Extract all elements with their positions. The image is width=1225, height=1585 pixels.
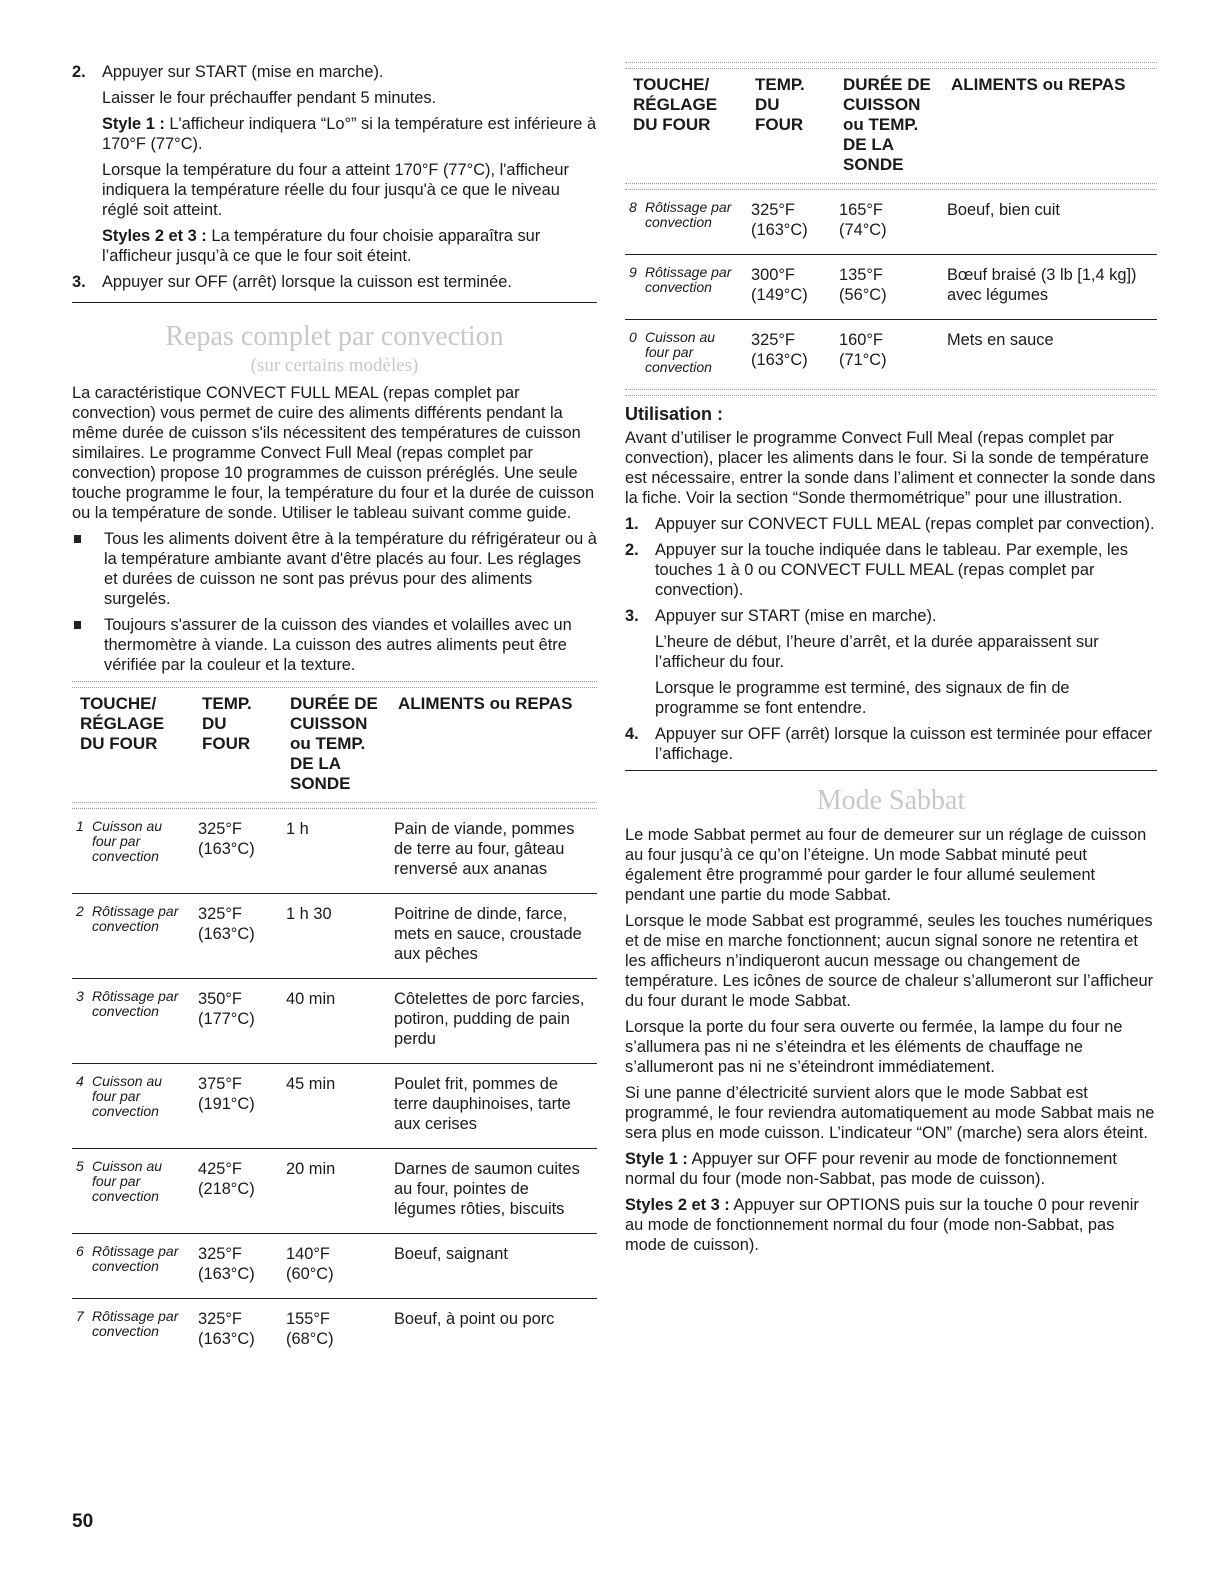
cooking-mode: Rôtissage par convection [645,264,732,295]
header-duration: DURÉE DE CUISSON ou TEMP. DE LA SONDE [843,75,931,174]
divider [625,770,1157,771]
duration-celsius: (74°C) [839,221,887,239]
sabbat-paragraph-2: Lorsque le mode Sabbat est programmé, seules les touches numériques et de mise en marche fonctionnent; aucun signal sonore ne retentira et les afficheurs n’indiqueront aucun message ou changement de température. Les icônes de source de chaleur s’allumeront sur l’afficheur du four durant le mode Sabbat. [625,912,1154,1010]
table-top-rule [625,62,1157,69]
food-cell: Poitrine de dinde, farce, mets en sauce, croustade aux pêches [390,894,597,979]
food-cell: Darnes de saumon cuites au four, pointes de légumes rôties, biscuits [390,1149,597,1234]
temp-celsius: (163°C) [198,1330,255,1348]
table-row [72,809,597,894]
cooking-mode: Cuisson au four par convection [92,818,163,864]
key-number: 1 [76,818,84,834]
step-number: 4. [625,725,639,743]
section-subtitle: (sur certains modèles) [250,355,419,376]
duration-cell [835,190,943,255]
key-number: 4 [76,1073,84,1089]
step-text: Lorsque le programme est terminé, des signaux de fin de programme se font entendre. [655,679,1070,717]
table-row [72,1149,597,1234]
utilisation-title: Utilisation : [625,404,723,424]
step-text: Appuyer sur OFF (arrêt) lorsque la cuisson est terminée pour effacer l’affichage. [655,725,1153,763]
key-number: 5 [76,1158,84,1174]
duration-cell [282,809,390,894]
header-food: ALIMENTS ou REPAS [398,694,573,713]
step-text: L’heure de début, l’heure d’arrêt, et la durée apparaissent sur l’afficheur du four. [655,633,1099,671]
duration-value: 155°F [286,1310,330,1328]
table-row [72,894,597,979]
sabbat-style1: Style 1 : Appuyer sur OFF pour revenir au mode de fonctionnement normal du four (mode non-Sabbat, pas mode de cuisson). [625,1150,1117,1188]
food-cell: Poulet frit, pommes de terre dauphinoises, tarte aux cerises [390,1064,597,1149]
temp-cell [194,979,282,1064]
convection-table-left [72,688,597,1363]
intro-paragraph: La caractéristique CONVECT FULL MEAL (repas complet par convection) vous permet de cuire des aliments différents pendant la même durée de cuisson s'ils nécessitent des températures de cuisson similaires. Le programme Convect Full Meal (repas complet par convection) propose 10 programmes de cuisson préréglés. Une seule touche programme le four, la température du four et la durée de cuisson ou la température de sonde. Utiliser le tableau suivant comme guide. [72,384,595,522]
table-bottom-rule [625,389,1157,396]
duration-celsius: (68°C) [286,1330,334,1348]
step-text: Appuyer sur la touche indiquée dans le tableau. Par exemple, les touches 1 à 0 ou CONVECT FULL MEAL (repas complet par convection). [655,541,1128,599]
temp-celsius: (163°C) [198,925,255,943]
food-cell: Boeuf, bien cuit [943,190,1157,255]
temp-fahrenheit: 325°F [198,1245,242,1263]
temp-fahrenheit: 350°F [198,990,242,1008]
food-cell: Boeuf, saignant [390,1234,597,1299]
key-number: 3 [76,988,84,1004]
temp-celsius: (163°C) [198,1265,255,1283]
step-text: Appuyer sur START (mise en marche). [655,607,937,625]
temp-celsius: (218°C) [198,1180,255,1198]
bullet-item: Tous les aliments doivent être à la température du réfrigérateur ou à la température ambiante avant d'être placés au four. Les réglages et durées de cuisson ne sont pas prévus pour des aliments surgelés. [72,529,597,609]
temp-cell [194,1234,282,1299]
step-number: 2. [72,63,86,81]
food-cell: Bœuf braisé (3 lb [1,4 kg]) avec légumes [943,255,1157,320]
table-row [72,1299,597,1364]
duration-value: 20 min [286,1160,336,1178]
sabbat-paragraph-3: Lorsque la porte du four sera ouverte ou fermée, la lampe du four ne s’allumera pas ni ne s’éteindra et les éléments de chauffage ne s’allumeront pas ni ne s’éteindront immédiatement. [625,1018,1123,1076]
temp-celsius: (163°C) [751,351,808,369]
temp-cell [194,809,282,894]
styles23-note: Styles 2 et 3 : La température du four choisie apparaîtra sur l’afficheur jusqu’à ce que le four soit éteint. [102,227,541,265]
temp-fahrenheit: 325°F [198,820,242,838]
utilisation-step [625,514,1157,534]
temp-fahrenheit: 375°F [198,1075,242,1093]
temp-cell [194,1149,282,1234]
key-cell [72,809,194,894]
temperature-reached-text: Lorsque la température du four a atteint 170°F (77°C), l'afficheur indiquera la température réelle du four jusqu'à ce que le niveau réglé soit atteint. [102,161,569,219]
key-number: 9 [629,264,637,280]
key-number: 0 [629,329,637,345]
temp-fahrenheit: 300°F [751,266,795,284]
duration-celsius: (60°C) [286,1265,334,1283]
key-cell [72,1149,194,1234]
temp-fahrenheit: 425°F [198,1160,242,1178]
duration-cell [282,1149,390,1234]
temp-fahrenheit: 325°F [751,331,795,349]
food-cell: Boeuf, à point ou porc [394,1310,555,1328]
table-header-row [72,688,597,802]
key-cell [625,190,747,255]
header-rule [72,802,597,809]
duration-cell [282,1064,390,1149]
temp-fahrenheit: 325°F [751,201,795,219]
duration-value: 1 h 30 [286,905,332,923]
duration-celsius: (71°C) [839,351,887,369]
table-header-row [625,69,1157,183]
temp-celsius: (163°C) [751,221,808,239]
temp-celsius: (163°C) [198,840,255,858]
cooking-mode: Rôtissage par convection [92,1243,179,1274]
step-text: Appuyer sur START (mise en marche). [102,63,384,81]
cooking-mode: Rôtissage par convection [92,903,179,934]
sabbat-styles23: Styles 2 et 3 : Appuyer sur OPTIONS puis sur la touche 0 pour revenir au mode de fonctionnement normal du four (mode non-Sabbat, pas mode de cuisson). [625,1196,1139,1254]
cooking-mode: Rôtissage par convection [92,988,179,1019]
step-number: 1. [625,515,639,533]
food-cell: Pain de viande, pommes de terre au four, gâteau renversé aux ananas [390,809,597,894]
key-cell [72,979,194,1064]
duration-value: 40 min [286,990,336,1008]
header-temp: TEMP. DU FOUR [755,75,805,134]
utilisation-intro: Avant d’utiliser le programme Convect Full Meal (repas complet par convection), placer les aliments dans le four. Si la sonde de température est nécessaire, entrer la sonde dans l’aliment et connecter la sonde dans la fiche. Voir la section “Sonde thermométrique” pour une illustration. [625,429,1156,507]
table-row [72,1234,597,1299]
duration-cell [282,1299,390,1364]
sabbat-title: Mode Sabbat [816,785,966,816]
duration-cell [282,894,390,979]
duration-value: 165°F [839,201,883,219]
preheat-text: Laisser le four préchauffer pendant 5 minutes. [102,89,437,107]
cooking-mode: Cuisson au four par convection [92,1158,163,1204]
sabbat-paragraph-1: Le mode Sabbat permet au four de demeurer sur un réglage de cuisson au four jusqu’à ce qu’on l’éteigne. Un mode Sabbat minuté peut également être programmé pour garder le four allumé seulement pendant une partie du mode Sabbat. [625,826,1147,904]
sabbat-paragraph-4: Si une panne d’électricité survient alors que le mode Sabbat est programmé, le four reviendra automatiquement au mode Sabbat mais ne sera plus en mode cuisson. L’indicateur “ON” (marche) sera alors éteint. [625,1084,1155,1142]
divider [72,302,597,303]
header-food: ALIMENTS ou REPAS [951,75,1126,94]
temp-cell [194,894,282,979]
duration-value: 135°F [839,266,883,284]
duration-celsius: (56°C) [839,286,887,304]
duration-value: 140°F [286,1245,330,1263]
duration-cell [282,1234,390,1299]
table-row [625,320,1157,390]
utilisation-step [625,540,1157,600]
utilisation-step [625,724,1157,764]
duration-value: 1 h [286,820,309,838]
bullet-list [72,529,597,675]
temp-cell [747,320,835,390]
temp-cell [194,1299,282,1364]
food-cell: Côtelettes de porc farcies, potiron, pudding de pain perdu [390,979,597,1064]
step-number: 3. [625,607,639,625]
key-cell [625,255,747,320]
table-top-rule [72,681,597,688]
cooking-mode: Rôtissage par convection [645,199,732,230]
temp-cell [194,1064,282,1149]
bullet-item: Toujours s'assurer de la cuisson des viandes et volailles avec un thermomètre à viande. La cuisson des autres aliments peut être vérifiée par la couleur et la texture. [72,615,597,675]
key-number: 8 [629,199,637,215]
key-cell [72,894,194,979]
utilisation-steps [625,514,1157,764]
key-cell [72,1064,194,1149]
style1-note: Style 1 : L'afficheur indiquera “Lo°” si la température est inférieure à 170°F (77°C). [102,115,597,153]
cooking-mode: Cuisson au four par convection [645,329,716,375]
temp-fahrenheit: 325°F [198,905,242,923]
key-cell [72,1299,194,1364]
step-number: 2. [625,541,639,559]
key-number: 2 [76,903,84,919]
key-number: 6 [76,1243,84,1259]
duration-cell [835,255,943,320]
food-cell: Mets en sauce [947,331,1054,349]
table-row [72,979,597,1064]
utilisation-step [625,606,1157,718]
key-cell [625,320,747,390]
step-3 [72,272,597,292]
page-number: 50 [72,1511,94,1532]
step-text: Appuyer sur OFF (arrêt) lorsque la cuisson est terminée. [102,273,512,291]
duration-value: 45 min [286,1075,336,1093]
duration-cell [835,320,943,390]
temp-celsius: (191°C) [198,1095,255,1113]
step-2 [72,62,597,266]
header-temp: TEMP. DU FOUR [202,694,252,753]
temp-celsius: (149°C) [751,286,808,304]
table-row [625,190,1157,255]
header-rule [625,183,1157,190]
convection-table-right [625,69,1157,389]
temp-cell [747,190,835,255]
cooking-mode: Rôtissage par convection [92,1308,179,1339]
step-number: 3. [72,273,86,291]
table-row [72,1064,597,1149]
header-key: TOUCHE/ RÉGLAGE DU FOUR [633,75,718,134]
left-column [72,62,597,1363]
header-duration: DURÉE DE CUISSON ou TEMP. DE LA SONDE [290,694,378,793]
section-title: Repas complet par convection [165,321,504,352]
key-cell [72,1234,194,1299]
temp-cell [747,255,835,320]
right-column [625,62,1157,1261]
header-key: TOUCHE/ RÉGLAGE DU FOUR [80,694,165,753]
table-row [625,255,1157,320]
step-text: Appuyer sur CONVECT FULL MEAL (repas complet par convection). [655,515,1155,533]
cooking-mode: Cuisson au four par convection [92,1073,163,1119]
temp-fahrenheit: 325°F [198,1310,242,1328]
temp-celsius: (177°C) [198,1010,255,1028]
duration-value: 160°F [839,331,883,349]
duration-cell [282,979,390,1064]
key-number: 7 [76,1308,84,1324]
